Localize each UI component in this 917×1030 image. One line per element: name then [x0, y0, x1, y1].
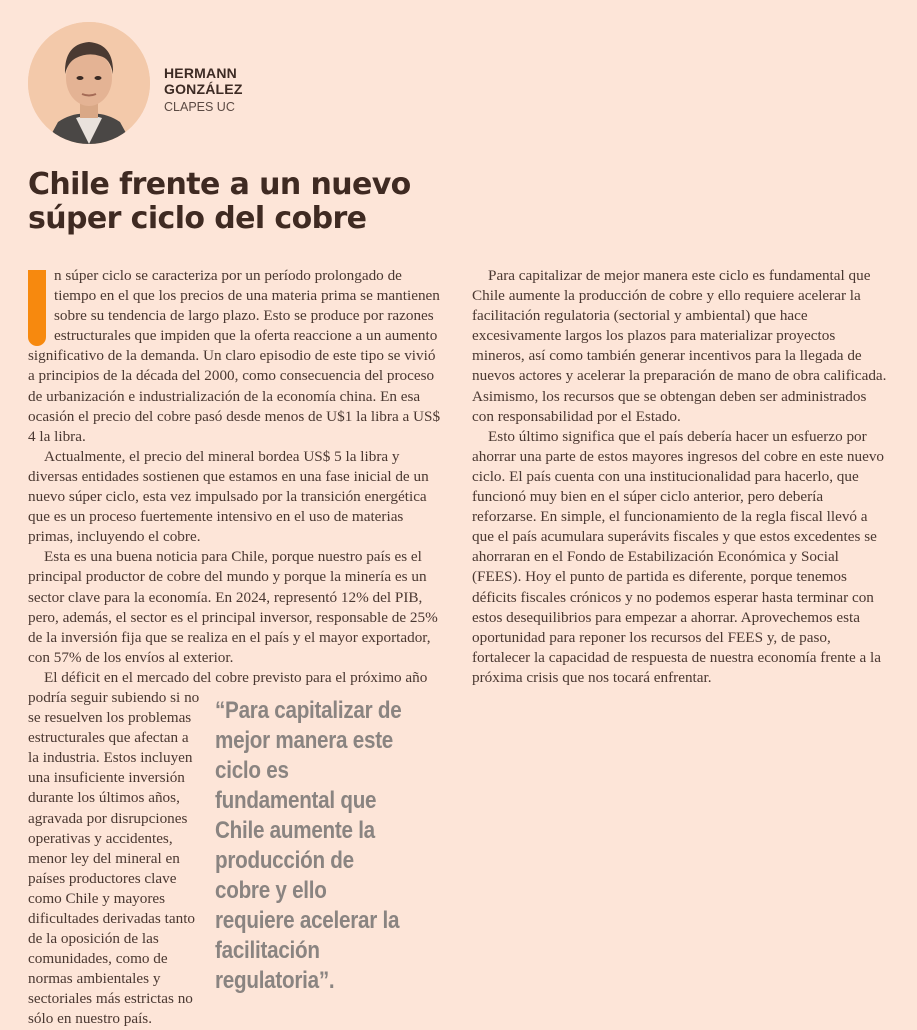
paragraph-1 — [28, 266, 441, 447]
article-title: Chile frente a un nuevo súper ciclo del cobre — [28, 167, 411, 236]
paragraph-4-rest: podría seguir subiendo si no se resuelven los problemas estructurales que afectan a la industria. Estos incluyen una insuficiente inversión durante los últimos años, agravada por disrupciones operativas y accidentes, menor ley del mineral en países productores clave como Chile y mayores dificultades derivadas tanto de la oposición de las comunidades, como de normas ambientales y sectoriales más estrictas no sólo en nuestro país. — [28, 688, 200, 1028]
paragraph-3: Esta es una buena noticia para Chile, porque nuestro país es el principal productor de cobre del mundo y porque la minería es un sector clave para la economía. En 2024, representó 12% del PIB, pero, además, el sector es el principal inversor, responsable de 25% de la inversión fija que se realiza en el país y el mayor exportador, con 57% de los envíos al exterior. — [28, 548, 438, 666]
author-avatar — [28, 22, 150, 144]
paragraph-1-text: n súper ciclo se caracteriza por un período prolongado de tiempo en el que los precios de una materia prima se mantienen sobre su tendencia de largo plazo. Esto se produce por razones estructurales que impiden que la oferta reaccione a un aumento significativo de la demanda. Un claro episodio de este tipo se vivió a principios de la década del 2000, como consecuencia del proceso de urbanización e industrialización de la economía china. En esa ocasión el precio del cobre pasó desde menos de U$1 la libra a US$ 4 la libra. — [28, 267, 441, 445]
dropcap-u-icon — [28, 270, 46, 346]
paragraph-4-wrap — [28, 688, 441, 1030]
author-photo-icon — [28, 22, 150, 144]
paragraph-5: Para capitalizar de mejor manera este ciclo es fundamental que Chile aumente la producción de cobre y ello requiere acelerar la facilitación regulatoria (sectorial y ambiental) que hace excesivamente largos los plazos para materializar proyectos mineros, así como también generar incentivos para la llegada de nuevos actores y acelerar la preparación de mano de obra calificada. Asimismo, los recursos que se obtengan deben ser administrados con responsabilidad por el Estado. — [472, 267, 887, 425]
author-name-first: HERMANN — [164, 65, 237, 81]
author-name-last: GONZÁLEZ — [164, 81, 243, 97]
article-right-column — [472, 266, 890, 688]
pull-quote: “Para capitalizar de mejor manera este ciclo es fundamental que Chile aumente la producción de cobre y ello requiere acelerar la facilitación regulatoria”. — [215, 696, 402, 994]
author-byline — [164, 65, 243, 114]
author-affiliation: CLAPES UC — [164, 100, 235, 114]
paragraph-2: Actualmente, el precio del mineral bordea US$ 5 la libra y diversas entidades sostienen que estamos en una fase inicial de un nuevo súper ciclo, esta vez impulsado por la transición energética que es un proceso fuertemente intensivo en el uso de materias primas, incluyendo el cobre. — [28, 447, 429, 546]
article-left-column — [28, 266, 441, 1030]
paragraph-6: Esto último significa que el país debería hacer un esfuerzo por ahorrar una parte de estos mayores ingresos del cobre en este nuevo ciclo. El país cuenta con una institucionalidad para hacerlo, que funcionó muy bien en el súper ciclo anterior, pero debería reforzarse. En simple, el funcionamiento de la regla fiscal llevó a que el país acumulara superávits fiscales y que estos excedentes se ahorraran en el Fondo de Estabilización Económica y Social (FEES). Hoy el punto de partida es diferente, porque tenemos déficits fiscales crónicos y no podemos esperar hasta terminar con estos desequilibrios para empezar a ahorrar. Aprovechemos esta oportunidad para reponer los recursos del FEES y, de paso, fortalecer la capacidad de respuesta de nuestra economía frente a la próxima crisis que nos tocará enfrentar. — [472, 427, 885, 686]
paragraph-4-first-line: El déficit en el mercado del cobre previsto para el próximo año — [44, 668, 428, 686]
